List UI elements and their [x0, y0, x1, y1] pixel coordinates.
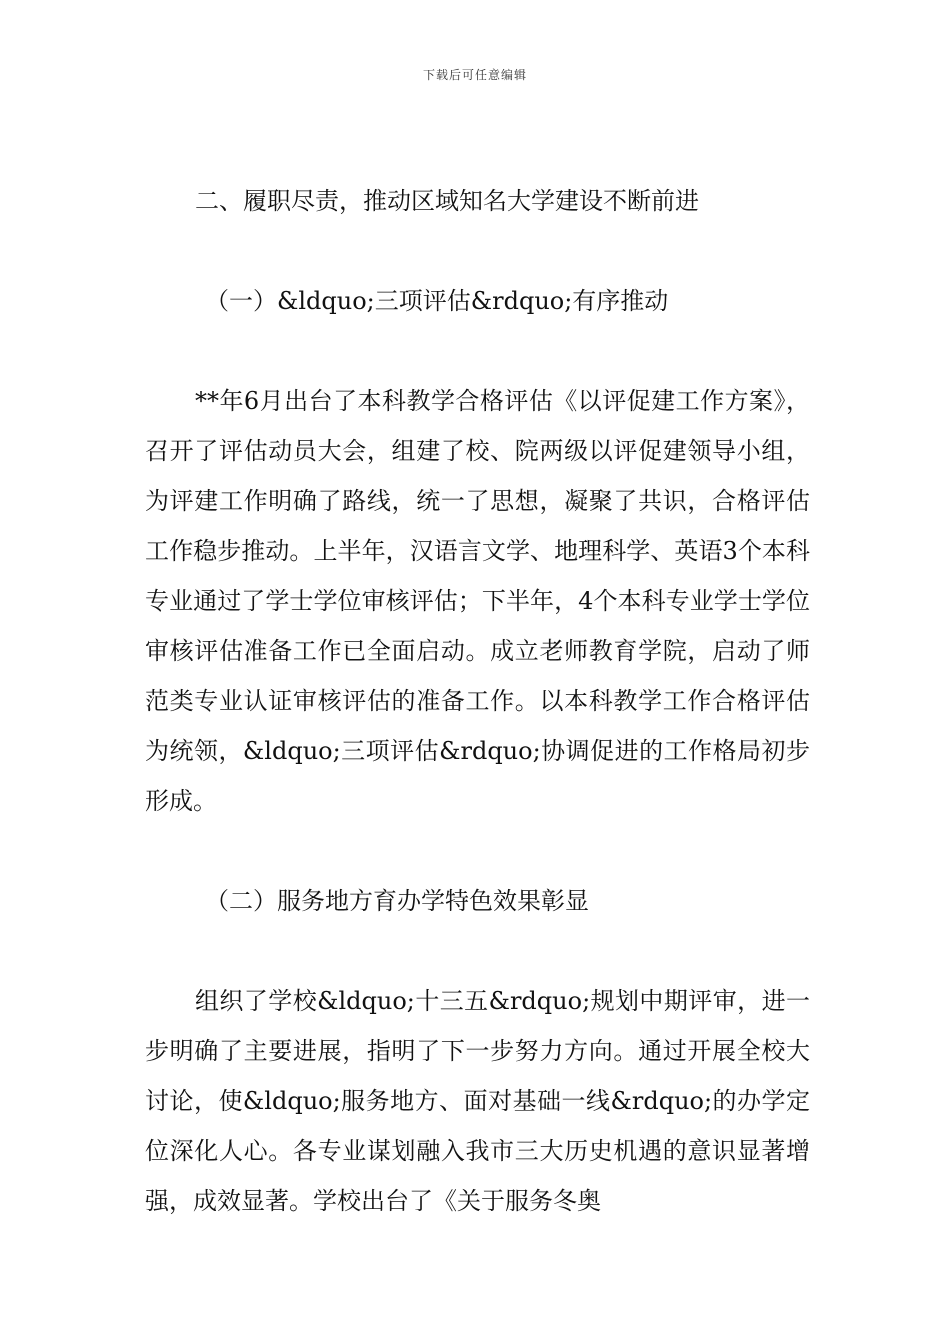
page-header: 下载后可任意编辑 — [422, 68, 527, 82]
section-heading: 二、履职尽责，推动区域知名大学建设不断前进 — [195, 187, 699, 215]
paragraph-2: 组织了学校&ldquo;十三五&rdquo;规划中期评审，进一步明确了主要进展，指明了下一步努力方向。通过开展全校大讨论，使&ldquo;服务地方、面对基础一线&rdquo;的办学定位深化人心。各专业谋划融入我市三大历史机遇的意识显著增强，成效显著。学校出台了《关于服务冬奥 — [145, 987, 810, 1215]
paragraph-1: **年6月出台了本科教学合格评估《以评促建工作方案》，召开了评估动员大会，组建了校、院两级以评促建领导小组，为评建工作明确了路线，统一了思想，凝聚了共识，合格评估工作稳步推动。上半年，汉语言文学、地理科学、英语3个本科专业通过了学士学位审核评估；下半年，4个本科专业学士学位审核评估准备工作已全面启动。成立老师教育学院，启动了师范类专业认证审核评估的准备工作。以本科教学工作合格评估为统领，&ldquo;三项评估&rdquo;协调促进的工作格局初步形成。 — [145, 387, 810, 815]
subsection-heading-1: （一）&ldquo;三项评估&rdquo;有序推动 — [205, 287, 669, 315]
subsection-heading-2: （二）服务地方育办学特色效果彰显 — [205, 887, 589, 915]
document-body — [145, 176, 810, 1276]
